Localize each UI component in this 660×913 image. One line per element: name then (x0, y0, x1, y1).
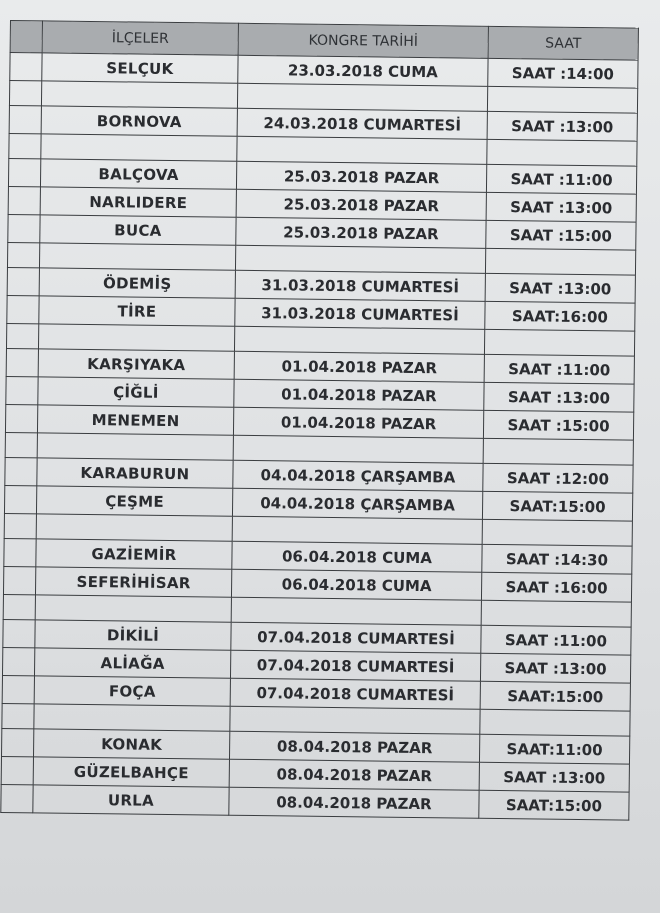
district-cell: BUCA (40, 215, 236, 245)
index-cell (2, 703, 34, 728)
district-cell: FOÇA (34, 676, 230, 706)
district-cell: ÇİĞLİ (38, 377, 234, 407)
time-cell: SAAT:15:00 (482, 491, 632, 521)
time-cell: SAAT :13:00 (487, 111, 637, 141)
index-cell (7, 295, 39, 323)
date-cell: 01.04.2018 PAZAR (233, 407, 483, 438)
district-cell: MENEMEN (37, 405, 233, 435)
time-cell (481, 600, 631, 627)
district-cell (37, 433, 233, 460)
district-cell (41, 134, 237, 161)
date-cell: 04.04.2018 ÇARŞAMBA (232, 488, 482, 519)
district-cell: SELÇUK (42, 53, 238, 83)
index-cell (2, 647, 34, 675)
date-cell: 07.04.2018 CUMARTESİ (230, 678, 480, 709)
district-cell: ÖDEMİŞ (39, 268, 235, 298)
index-cell (2, 675, 34, 703)
time-cell: SAAT :13:00 (479, 762, 629, 792)
district-cell: NARLIDERE (40, 187, 236, 217)
time-cell: SAAT:15:00 (480, 681, 630, 711)
index-cell (2, 728, 34, 756)
date-cell: 06.04.2018 CUMA (232, 541, 482, 572)
index-cell (1, 784, 33, 812)
date-cell (237, 83, 487, 111)
date-cell: 25.03.2018 PAZAR (236, 189, 486, 220)
date-cell (232, 516, 482, 544)
time-cell: SAAT :15:00 (486, 220, 636, 250)
district-cell (41, 81, 237, 108)
index-cell (6, 323, 38, 348)
date-cell: 08.04.2018 PAZAR (229, 731, 479, 762)
district-cell (39, 243, 235, 270)
congress-schedule-table (0, 20, 639, 821)
time-column-header: SAAT (488, 26, 638, 60)
index-cell (6, 376, 38, 404)
date-cell (231, 597, 481, 625)
index-cell (1, 756, 33, 784)
index-cell (9, 81, 41, 106)
district-cell: BALÇOVA (40, 159, 236, 189)
time-cell (484, 329, 634, 356)
date-cell (235, 245, 485, 273)
district-cell: GAZİEMİR (36, 539, 232, 569)
time-cell (487, 86, 637, 113)
district-cell: ALİAĞA (34, 648, 230, 678)
index-cell (8, 186, 40, 214)
index-cell (9, 105, 41, 133)
district-cell (35, 595, 231, 622)
time-cell: SAAT :13:00 (484, 382, 634, 412)
district-cell (36, 514, 232, 541)
date-cell: 24.03.2018 CUMARTESİ (237, 108, 487, 139)
district-cell: KARABURUN (37, 458, 233, 488)
time-cell: SAAT :15:00 (483, 410, 633, 440)
index-cell (5, 404, 37, 432)
date-cell: 06.04.2018 CUMA (231, 569, 481, 600)
date-cell: 08.04.2018 PAZAR (229, 787, 479, 818)
district-cell: ÇEŞME (36, 486, 232, 516)
time-cell: SAAT :13:00 (486, 192, 636, 222)
date-cell: 25.03.2018 PAZAR (236, 161, 486, 192)
district-cell: GÜZELBAHÇE (33, 757, 229, 787)
time-cell: SAAT:15:00 (479, 790, 629, 820)
time-cell: SAAT :11:00 (484, 354, 634, 384)
time-cell (485, 248, 635, 275)
time-cell: SAAT :11:00 (481, 625, 631, 655)
district-cell: BORNOVA (41, 106, 237, 136)
district-cell: KONAK (33, 729, 229, 759)
date-cell: 07.04.2018 CUMARTESİ (230, 650, 480, 681)
time-cell: SAAT :13:00 (485, 273, 635, 303)
date-cell: 04.04.2018 ÇARŞAMBA (233, 460, 483, 491)
index-cell (4, 485, 36, 513)
time-cell: SAAT :16:00 (481, 572, 631, 602)
date-cell (233, 435, 483, 463)
index-cell (3, 619, 35, 647)
index-cell (5, 457, 37, 485)
index-cell (3, 594, 35, 619)
index-cell (3, 566, 35, 594)
index-cell (8, 158, 40, 186)
date-cell: 07.04.2018 CUMARTESİ (231, 622, 481, 653)
time-cell: SAAT :11:00 (486, 164, 636, 194)
date-cell: 31.03.2018 CUMARTESİ (235, 298, 485, 329)
date-cell: 01.04.2018 PAZAR (234, 351, 484, 382)
date-cell (234, 326, 484, 354)
district-cell: TİRE (39, 296, 235, 326)
date-cell: 31.03.2018 CUMARTESİ (235, 270, 485, 301)
time-cell: SAAT :12:00 (483, 463, 633, 493)
time-cell: SAAT :14:30 (482, 544, 632, 574)
district-cell (38, 324, 234, 351)
time-cell: SAAT :13:00 (480, 653, 630, 683)
date-column-header: KONGRE TARİHİ (238, 23, 488, 58)
date-cell: 01.04.2018 PAZAR (234, 379, 484, 410)
district-cell: SEFERİHİSAR (35, 567, 231, 597)
index-cell (4, 538, 36, 566)
district-column-header: İLÇELER (42, 21, 238, 55)
index-cell (6, 348, 38, 376)
time-cell (483, 438, 633, 465)
district-cell: KARŞIYAKA (38, 349, 234, 379)
time-cell: SAAT :14:00 (488, 58, 638, 88)
date-cell (237, 136, 487, 164)
index-cell (10, 53, 42, 81)
district-cell: URLA (33, 785, 229, 815)
index-cell (7, 242, 39, 267)
index-cell (9, 133, 41, 158)
district-cell: DİKİLİ (35, 620, 231, 650)
date-cell: 23.03.2018 CUMA (238, 55, 488, 86)
table-body (1, 53, 638, 821)
document-sheet (0, 20, 638, 821)
time-cell: SAAT:16:00 (485, 301, 635, 331)
time-cell (480, 709, 630, 736)
date-cell (230, 706, 480, 734)
time-cell (482, 519, 632, 546)
time-cell: SAAT:11:00 (479, 734, 629, 764)
index-cell (4, 513, 36, 538)
index-cell (8, 214, 40, 242)
date-cell: 25.03.2018 PAZAR (236, 217, 486, 248)
index-column-header (10, 21, 42, 53)
district-cell (34, 704, 230, 731)
index-cell (7, 267, 39, 295)
date-cell: 08.04.2018 PAZAR (229, 759, 479, 790)
time-cell (487, 139, 637, 166)
index-cell (5, 432, 37, 457)
